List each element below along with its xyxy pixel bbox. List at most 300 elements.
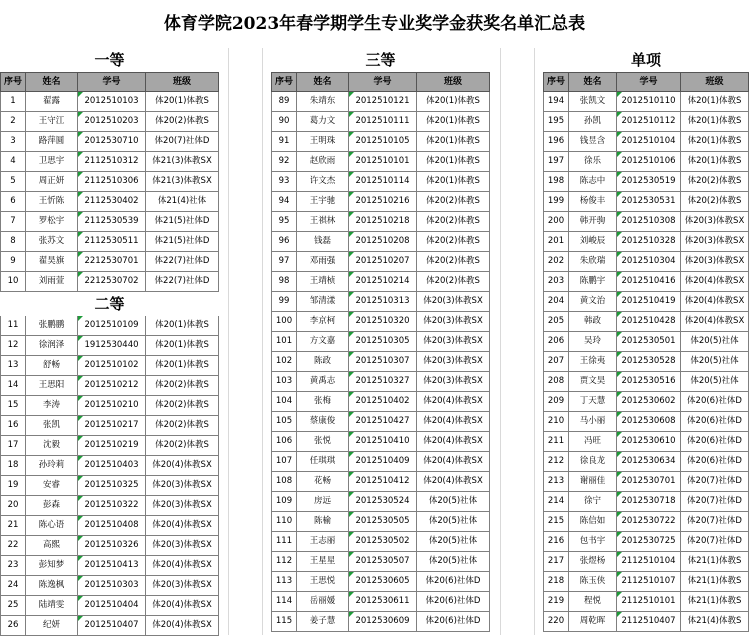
name-cell[interactable]: 马小丽 (569, 412, 617, 432)
seq-cell[interactable]: 97 (271, 252, 297, 272)
seq-cell[interactable]: 113 (271, 572, 297, 592)
student-id-cell[interactable]: 2012530501 (617, 332, 681, 352)
class-cell[interactable]: 体20(7)社体D (681, 472, 749, 492)
student-id-cell[interactable]: 2012530634 (617, 452, 681, 472)
seq-cell[interactable]: 91 (271, 132, 297, 152)
student-id-cell[interactable]: 2012530602 (617, 392, 681, 412)
seq-cell[interactable]: 16 (0, 416, 26, 436)
seq-cell[interactable]: 18 (0, 456, 26, 476)
student-id-cell[interactable]: 2012510114 (349, 172, 417, 192)
class-cell[interactable]: 体20(1)体教S (681, 152, 749, 172)
student-id-cell[interactable]: 2012510210 (78, 396, 146, 416)
seq-cell[interactable]: 3 (0, 132, 26, 152)
class-cell[interactable]: 体20(4)体教SX (681, 312, 749, 332)
name-cell[interactable]: 孙玲莉 (26, 456, 78, 476)
class-cell[interactable]: 体20(5)社体 (681, 352, 749, 372)
student-id-cell[interactable]: 2112530511 (78, 232, 146, 252)
name-cell[interactable]: 翟昊旗 (26, 252, 78, 272)
seq-cell[interactable]: 13 (0, 356, 26, 376)
class-cell[interactable]: 体20(7)社体D (681, 492, 749, 512)
name-cell[interactable]: 王思阳 (26, 376, 78, 396)
class-cell[interactable]: 体21(5)社体D (146, 212, 219, 232)
class-cell[interactable]: 体20(3)体教SX (417, 352, 490, 372)
student-id-cell[interactable]: 2012510219 (78, 436, 146, 456)
name-cell[interactable]: 翟露 (26, 92, 78, 112)
class-cell[interactable]: 体20(1)体教S (681, 112, 749, 132)
student-id-cell[interactable]: 2012510217 (78, 416, 146, 436)
student-id-cell[interactable]: 2012510410 (349, 432, 417, 452)
seq-cell[interactable]: 203 (543, 272, 569, 292)
name-cell[interactable]: 丁天慧 (569, 392, 617, 412)
student-id-cell[interactable]: 2012530605 (349, 572, 417, 592)
name-cell[interactable]: 岳丽媛 (297, 592, 349, 612)
name-cell[interactable]: 徐乐 (569, 152, 617, 172)
seq-cell[interactable]: 22 (0, 536, 26, 556)
name-cell[interactable]: 王明珠 (297, 132, 349, 152)
class-cell[interactable]: 体21(4)社体 (146, 192, 219, 212)
student-id-cell[interactable]: 2112510306 (78, 172, 146, 192)
name-cell[interactable]: 房远 (297, 492, 349, 512)
name-cell[interactable]: 高熙 (26, 536, 78, 556)
seq-cell[interactable]: 115 (271, 612, 297, 632)
class-cell[interactable]: 体20(1)体教S (417, 112, 490, 132)
student-id-cell[interactable]: 2012530701 (617, 472, 681, 492)
seq-cell[interactable]: 19 (0, 476, 26, 496)
seq-cell[interactable]: 25 (0, 596, 26, 616)
name-cell[interactable]: 王徐夷 (569, 352, 617, 372)
student-id-cell[interactable]: 2112510104 (617, 552, 681, 572)
name-cell[interactable]: 韩开驹 (569, 212, 617, 232)
seq-cell[interactable]: 210 (543, 412, 569, 432)
name-cell[interactable]: 黄文治 (569, 292, 617, 312)
class-cell[interactable]: 体20(4)体教SX (417, 432, 490, 452)
student-id-cell[interactable]: 2012510328 (617, 232, 681, 252)
seq-cell[interactable]: 94 (271, 192, 297, 212)
seq-cell[interactable]: 218 (543, 572, 569, 592)
name-cell[interactable]: 张凯 (26, 416, 78, 436)
class-cell[interactable]: 体20(2)体教S (681, 172, 749, 192)
name-cell[interactable]: 程悦 (569, 592, 617, 612)
class-cell[interactable]: 体20(1)体教S (146, 336, 219, 356)
class-cell[interactable]: 体20(6)社体D (681, 412, 749, 432)
student-id-cell[interactable]: 2112530402 (78, 192, 146, 212)
seq-cell[interactable]: 217 (543, 552, 569, 572)
seq-cell[interactable]: 105 (271, 412, 297, 432)
class-cell[interactable]: 体20(4)体教SX (146, 516, 219, 536)
name-cell[interactable]: 舒畅 (26, 356, 78, 376)
student-id-cell[interactable]: 2012530611 (349, 592, 417, 612)
class-cell[interactable]: 体20(1)体教S (417, 92, 490, 112)
seq-cell[interactable]: 211 (543, 432, 569, 452)
name-cell[interactable]: 王星星 (297, 552, 349, 572)
class-cell[interactable]: 体20(2)体教S (417, 232, 490, 252)
class-cell[interactable]: 体20(4)体教SX (417, 472, 490, 492)
class-cell[interactable]: 体20(4)体教SX (417, 452, 490, 472)
seq-cell[interactable]: 15 (0, 396, 26, 416)
class-cell[interactable]: 体20(2)体教S (146, 416, 219, 436)
name-cell[interactable]: 花畅 (297, 472, 349, 492)
seq-cell[interactable]: 207 (543, 352, 569, 372)
class-cell[interactable]: 体22(7)社体D (146, 252, 219, 272)
student-id-cell[interactable]: 2012510203 (78, 112, 146, 132)
seq-cell[interactable]: 8 (0, 232, 26, 252)
seq-cell[interactable]: 17 (0, 436, 26, 456)
name-cell[interactable]: 张梅 (297, 392, 349, 412)
student-id-cell[interactable]: 2012510413 (78, 556, 146, 576)
student-id-cell[interactable]: 2012510412 (349, 472, 417, 492)
seq-cell[interactable]: 111 (271, 532, 297, 552)
seq-cell[interactable]: 92 (271, 152, 297, 172)
seq-cell[interactable]: 23 (0, 556, 26, 576)
name-cell[interactable]: 陆靖雯 (26, 596, 78, 616)
name-cell[interactable]: 陈榆 (297, 512, 349, 532)
name-cell[interactable]: 包书宇 (569, 532, 617, 552)
class-cell[interactable]: 体20(2)体教S (146, 376, 219, 396)
class-cell[interactable]: 体21(1)体教S (681, 552, 749, 572)
student-id-cell[interactable]: 2012530507 (349, 552, 417, 572)
class-cell[interactable]: 体20(1)体教S (681, 132, 749, 152)
class-cell[interactable]: 体20(7)社体D (681, 512, 749, 532)
class-cell[interactable]: 体20(3)体教SX (146, 496, 219, 516)
name-cell[interactable]: 张悦 (297, 432, 349, 452)
student-id-cell[interactable]: 2012510322 (78, 496, 146, 516)
student-id-cell[interactable]: 2012510325 (78, 476, 146, 496)
student-id-cell[interactable]: 2012510112 (617, 112, 681, 132)
seq-cell[interactable]: 5 (0, 172, 26, 192)
class-cell[interactable]: 体20(2)体教S (417, 212, 490, 232)
class-cell[interactable]: 体20(6)社体D (681, 392, 749, 412)
class-cell[interactable]: 体21(1)体教S (681, 592, 749, 612)
seq-cell[interactable]: 114 (271, 592, 297, 612)
seq-cell[interactable]: 7 (0, 212, 26, 232)
seq-cell[interactable]: 6 (0, 192, 26, 212)
student-id-cell[interactable]: 2012530516 (617, 372, 681, 392)
seq-cell[interactable]: 104 (271, 392, 297, 412)
name-cell[interactable]: 赵欣雨 (297, 152, 349, 172)
seq-cell[interactable]: 212 (543, 452, 569, 472)
seq-cell[interactable]: 208 (543, 372, 569, 392)
student-id-cell[interactable]: 2012510304 (617, 252, 681, 272)
seq-cell[interactable]: 194 (543, 92, 569, 112)
name-cell[interactable]: 安睿 (26, 476, 78, 496)
name-cell[interactable]: 徐宁 (569, 492, 617, 512)
name-cell[interactable]: 韩政 (569, 312, 617, 332)
student-id-cell[interactable]: 2012510320 (349, 312, 417, 332)
class-cell[interactable]: 体20(2)体教S (681, 192, 749, 212)
name-cell[interactable]: 王祺林 (297, 212, 349, 232)
student-id-cell[interactable]: 2012530502 (349, 532, 417, 552)
name-cell[interactable]: 李涛 (26, 396, 78, 416)
student-id-cell[interactable]: 2012510121 (349, 92, 417, 112)
class-cell[interactable]: 体21(3)体教SX (146, 172, 219, 192)
class-cell[interactable]: 体20(3)体教SX (417, 292, 490, 312)
student-id-cell[interactable]: 2012510104 (617, 132, 681, 152)
student-id-cell[interactable]: 2012530528 (617, 352, 681, 372)
student-id-cell[interactable]: 2112510101 (617, 592, 681, 612)
seq-cell[interactable]: 197 (543, 152, 569, 172)
student-id-cell[interactable]: 2012510109 (78, 316, 146, 336)
name-cell[interactable]: 冯旺 (569, 432, 617, 452)
seq-cell[interactable]: 10 (0, 272, 26, 292)
name-cell[interactable]: 徐良龙 (569, 452, 617, 472)
student-id-cell[interactable]: 2012510110 (617, 92, 681, 112)
student-id-cell[interactable]: 2012510404 (78, 596, 146, 616)
student-id-cell[interactable]: 2012510326 (78, 536, 146, 556)
seq-cell[interactable]: 100 (271, 312, 297, 332)
name-cell[interactable]: 张凯文 (569, 92, 617, 112)
student-id-cell[interactable]: 1912530440 (78, 336, 146, 356)
class-cell[interactable]: 体20(1)体教S (146, 356, 219, 376)
seq-cell[interactable]: 109 (271, 492, 297, 512)
class-cell[interactable]: 体20(1)体教S (146, 316, 219, 336)
class-cell[interactable]: 体20(1)体教S (417, 172, 490, 192)
seq-cell[interactable]: 24 (0, 576, 26, 596)
class-cell[interactable]: 体20(5)社体 (681, 332, 749, 352)
name-cell[interactable]: 陈逸枫 (26, 576, 78, 596)
student-id-cell[interactable]: 2012510214 (349, 272, 417, 292)
name-cell[interactable]: 彭知梦 (26, 556, 78, 576)
student-id-cell[interactable]: 2212530702 (78, 272, 146, 292)
class-cell[interactable]: 体20(7)社体D (681, 532, 749, 552)
name-cell[interactable]: 黄禹志 (297, 372, 349, 392)
class-cell[interactable]: 体21(1)体教S (681, 572, 749, 592)
seq-cell[interactable]: 103 (271, 372, 297, 392)
seq-cell[interactable]: 26 (0, 616, 26, 636)
name-cell[interactable]: 姜子慧 (297, 612, 349, 632)
name-cell[interactable]: 陈信如 (569, 512, 617, 532)
name-cell[interactable]: 谢丽佳 (569, 472, 617, 492)
seq-cell[interactable]: 1 (0, 92, 26, 112)
seq-cell[interactable]: 204 (543, 292, 569, 312)
student-id-cell[interactable]: 2212530701 (78, 252, 146, 272)
class-cell[interactable]: 体20(3)体教SX (681, 232, 749, 252)
name-cell[interactable]: 刘雨萱 (26, 272, 78, 292)
name-cell[interactable]: 杨俊丰 (569, 192, 617, 212)
class-cell[interactable]: 体21(4)体教S (681, 612, 749, 632)
seq-cell[interactable]: 110 (271, 512, 297, 532)
name-cell[interactable]: 王宇驰 (297, 192, 349, 212)
name-cell[interactable]: 王守江 (26, 112, 78, 132)
name-cell[interactable]: 周正妍 (26, 172, 78, 192)
name-cell[interactable]: 吴玲 (569, 332, 617, 352)
class-cell[interactable]: 体20(7)社体D (146, 132, 219, 152)
class-cell[interactable]: 体20(4)体教SX (681, 272, 749, 292)
class-cell[interactable]: 体20(1)体教S (417, 132, 490, 152)
class-cell[interactable]: 体20(3)体教SX (146, 536, 219, 556)
seq-cell[interactable]: 195 (543, 112, 569, 132)
class-cell[interactable]: 体20(2)体教S (417, 192, 490, 212)
name-cell[interactable]: 陈志中 (569, 172, 617, 192)
name-cell[interactable]: 纪妍 (26, 616, 78, 636)
seq-cell[interactable]: 205 (543, 312, 569, 332)
seq-cell[interactable]: 96 (271, 232, 297, 252)
student-id-cell[interactable]: 2112510312 (78, 152, 146, 172)
class-cell[interactable]: 体20(3)体教SX (417, 372, 490, 392)
student-id-cell[interactable]: 2012510111 (349, 112, 417, 132)
student-id-cell[interactable]: 2012510105 (349, 132, 417, 152)
name-cell[interactable]: 陈心语 (26, 516, 78, 536)
name-cell[interactable]: 邓雨强 (297, 252, 349, 272)
seq-cell[interactable]: 219 (543, 592, 569, 612)
seq-cell[interactable]: 199 (543, 192, 569, 212)
seq-cell[interactable]: 215 (543, 512, 569, 532)
student-id-cell[interactable]: 2012510419 (617, 292, 681, 312)
student-id-cell[interactable]: 2112530539 (78, 212, 146, 232)
name-cell[interactable]: 王忻陈 (26, 192, 78, 212)
seq-cell[interactable]: 106 (271, 432, 297, 452)
seq-cell[interactable]: 11 (0, 316, 26, 336)
seq-cell[interactable]: 95 (271, 212, 297, 232)
seq-cell[interactable]: 108 (271, 472, 297, 492)
seq-cell[interactable]: 90 (271, 112, 297, 132)
seq-cell[interactable]: 220 (543, 612, 569, 632)
student-id-cell[interactable]: 2112510407 (617, 612, 681, 632)
student-id-cell[interactable]: 2012510408 (78, 516, 146, 536)
name-cell[interactable]: 张鹏鹏 (26, 316, 78, 336)
class-cell[interactable]: 体20(2)体教S (146, 112, 219, 132)
class-cell[interactable]: 体20(4)体教SX (146, 556, 219, 576)
name-cell[interactable]: 王靖桢 (297, 272, 349, 292)
class-cell[interactable]: 体20(3)体教SX (417, 332, 490, 352)
class-cell[interactable]: 体20(6)社体D (681, 452, 749, 472)
student-id-cell[interactable]: 2012510106 (617, 152, 681, 172)
name-cell[interactable]: 孙凯 (569, 112, 617, 132)
seq-cell[interactable]: 206 (543, 332, 569, 352)
name-cell[interactable]: 刘峻辰 (569, 232, 617, 252)
seq-cell[interactable]: 102 (271, 352, 297, 372)
name-cell[interactable]: 钱磊 (297, 232, 349, 252)
seq-cell[interactable]: 112 (271, 552, 297, 572)
name-cell[interactable]: 许文杰 (297, 172, 349, 192)
name-cell[interactable]: 任琪琪 (297, 452, 349, 472)
student-id-cell[interactable]: 2012530608 (617, 412, 681, 432)
student-id-cell[interactable]: 2012510207 (349, 252, 417, 272)
name-cell[interactable]: 张苏文 (26, 232, 78, 252)
class-cell[interactable]: 体20(1)体教S (146, 92, 219, 112)
class-cell[interactable]: 体20(6)社体D (681, 432, 749, 452)
student-id-cell[interactable]: 2012510216 (349, 192, 417, 212)
seq-cell[interactable]: 14 (0, 376, 26, 396)
student-id-cell[interactable]: 2012530505 (349, 512, 417, 532)
seq-cell[interactable]: 98 (271, 272, 297, 292)
class-cell[interactable]: 体20(6)社体D (417, 572, 490, 592)
seq-cell[interactable]: 101 (271, 332, 297, 352)
class-cell[interactable]: 体20(3)体教SX (681, 252, 749, 272)
student-id-cell[interactable]: 2012510428 (617, 312, 681, 332)
student-id-cell[interactable]: 2012530519 (617, 172, 681, 192)
class-cell[interactable]: 体20(3)体教SX (146, 476, 219, 496)
name-cell[interactable]: 周乾晖 (569, 612, 617, 632)
seq-cell[interactable]: 20 (0, 496, 26, 516)
student-id-cell[interactable]: 2012510208 (349, 232, 417, 252)
name-cell[interactable]: 朱欣瑞 (569, 252, 617, 272)
seq-cell[interactable]: 21 (0, 516, 26, 536)
name-cell[interactable]: 钱昱含 (569, 132, 617, 152)
student-id-cell[interactable]: 2012510313 (349, 292, 417, 312)
name-cell[interactable]: 方文嘉 (297, 332, 349, 352)
class-cell[interactable]: 体20(2)体教S (146, 396, 219, 416)
student-id-cell[interactable]: 2012510407 (78, 616, 146, 636)
class-cell[interactable]: 体20(4)体教SX (417, 392, 490, 412)
student-id-cell[interactable]: 2012510218 (349, 212, 417, 232)
class-cell[interactable]: 体20(5)社体 (417, 552, 490, 572)
name-cell[interactable]: 陈玉侠 (569, 572, 617, 592)
name-cell[interactable]: 朱靖东 (297, 92, 349, 112)
student-id-cell[interactable]: 2112510107 (617, 572, 681, 592)
name-cell[interactable]: 张煜杨 (569, 552, 617, 572)
student-id-cell[interactable]: 2012530531 (617, 192, 681, 212)
class-cell[interactable]: 体20(5)社体 (681, 372, 749, 392)
seq-cell[interactable]: 202 (543, 252, 569, 272)
name-cell[interactable]: 彭森 (26, 496, 78, 516)
student-id-cell[interactable]: 2012510409 (349, 452, 417, 472)
class-cell[interactable]: 体20(2)体教S (417, 252, 490, 272)
student-id-cell[interactable]: 2012510212 (78, 376, 146, 396)
name-cell[interactable]: 李京柯 (297, 312, 349, 332)
name-cell[interactable]: 王志丽 (297, 532, 349, 552)
name-cell[interactable]: 贾文昊 (569, 372, 617, 392)
student-id-cell[interactable]: 2012510305 (349, 332, 417, 352)
class-cell[interactable]: 体20(4)体教SX (417, 412, 490, 432)
class-cell[interactable]: 体20(3)体教SX (146, 576, 219, 596)
seq-cell[interactable]: 9 (0, 252, 26, 272)
class-cell[interactable]: 体22(7)社体D (146, 272, 219, 292)
class-cell[interactable]: 体20(5)社体 (417, 532, 490, 552)
student-id-cell[interactable]: 2012510102 (78, 356, 146, 376)
name-cell[interactable]: 罗松宇 (26, 212, 78, 232)
name-cell[interactable]: 邹清漾 (297, 292, 349, 312)
class-cell[interactable]: 体20(1)体教S (417, 152, 490, 172)
class-cell[interactable]: 体20(5)社体 (417, 492, 490, 512)
name-cell[interactable]: 王思悦 (297, 572, 349, 592)
seq-cell[interactable]: 198 (543, 172, 569, 192)
class-cell[interactable]: 体20(3)体教SX (417, 312, 490, 332)
seq-cell[interactable]: 209 (543, 392, 569, 412)
student-id-cell[interactable]: 2012510308 (617, 212, 681, 232)
name-cell[interactable]: 路萍圆 (26, 132, 78, 152)
seq-cell[interactable]: 214 (543, 492, 569, 512)
name-cell[interactable]: 沈毅 (26, 436, 78, 456)
class-cell[interactable]: 体20(2)体教S (417, 272, 490, 292)
class-cell[interactable]: 体21(3)体教SX (146, 152, 219, 172)
student-id-cell[interactable]: 2012510103 (78, 92, 146, 112)
class-cell[interactable]: 体20(3)体教SX (681, 212, 749, 232)
class-cell[interactable]: 体20(4)体教SX (681, 292, 749, 312)
seq-cell[interactable]: 107 (271, 452, 297, 472)
seq-cell[interactable]: 196 (543, 132, 569, 152)
seq-cell[interactable]: 93 (271, 172, 297, 192)
student-id-cell[interactable]: 2012510403 (78, 456, 146, 476)
seq-cell[interactable]: 4 (0, 152, 26, 172)
class-cell[interactable]: 体20(1)体教S (681, 92, 749, 112)
seq-cell[interactable]: 99 (271, 292, 297, 312)
seq-cell[interactable]: 12 (0, 336, 26, 356)
student-id-cell[interactable]: 2012530710 (78, 132, 146, 152)
student-id-cell[interactable]: 2012510327 (349, 372, 417, 392)
seq-cell[interactable]: 200 (543, 212, 569, 232)
student-id-cell[interactable]: 2012530524 (349, 492, 417, 512)
student-id-cell[interactable]: 2012510307 (349, 352, 417, 372)
student-id-cell[interactable]: 2012510101 (349, 152, 417, 172)
name-cell[interactable]: 陈鹏宇 (569, 272, 617, 292)
student-id-cell[interactable]: 2012530725 (617, 532, 681, 552)
class-cell[interactable]: 体20(2)体教S (146, 436, 219, 456)
class-cell[interactable]: 体20(4)体教SX (146, 456, 219, 476)
name-cell[interactable]: 蔡康俊 (297, 412, 349, 432)
class-cell[interactable]: 体20(5)社体 (417, 512, 490, 532)
student-id-cell[interactable]: 2012530610 (617, 432, 681, 452)
seq-cell[interactable]: 216 (543, 532, 569, 552)
